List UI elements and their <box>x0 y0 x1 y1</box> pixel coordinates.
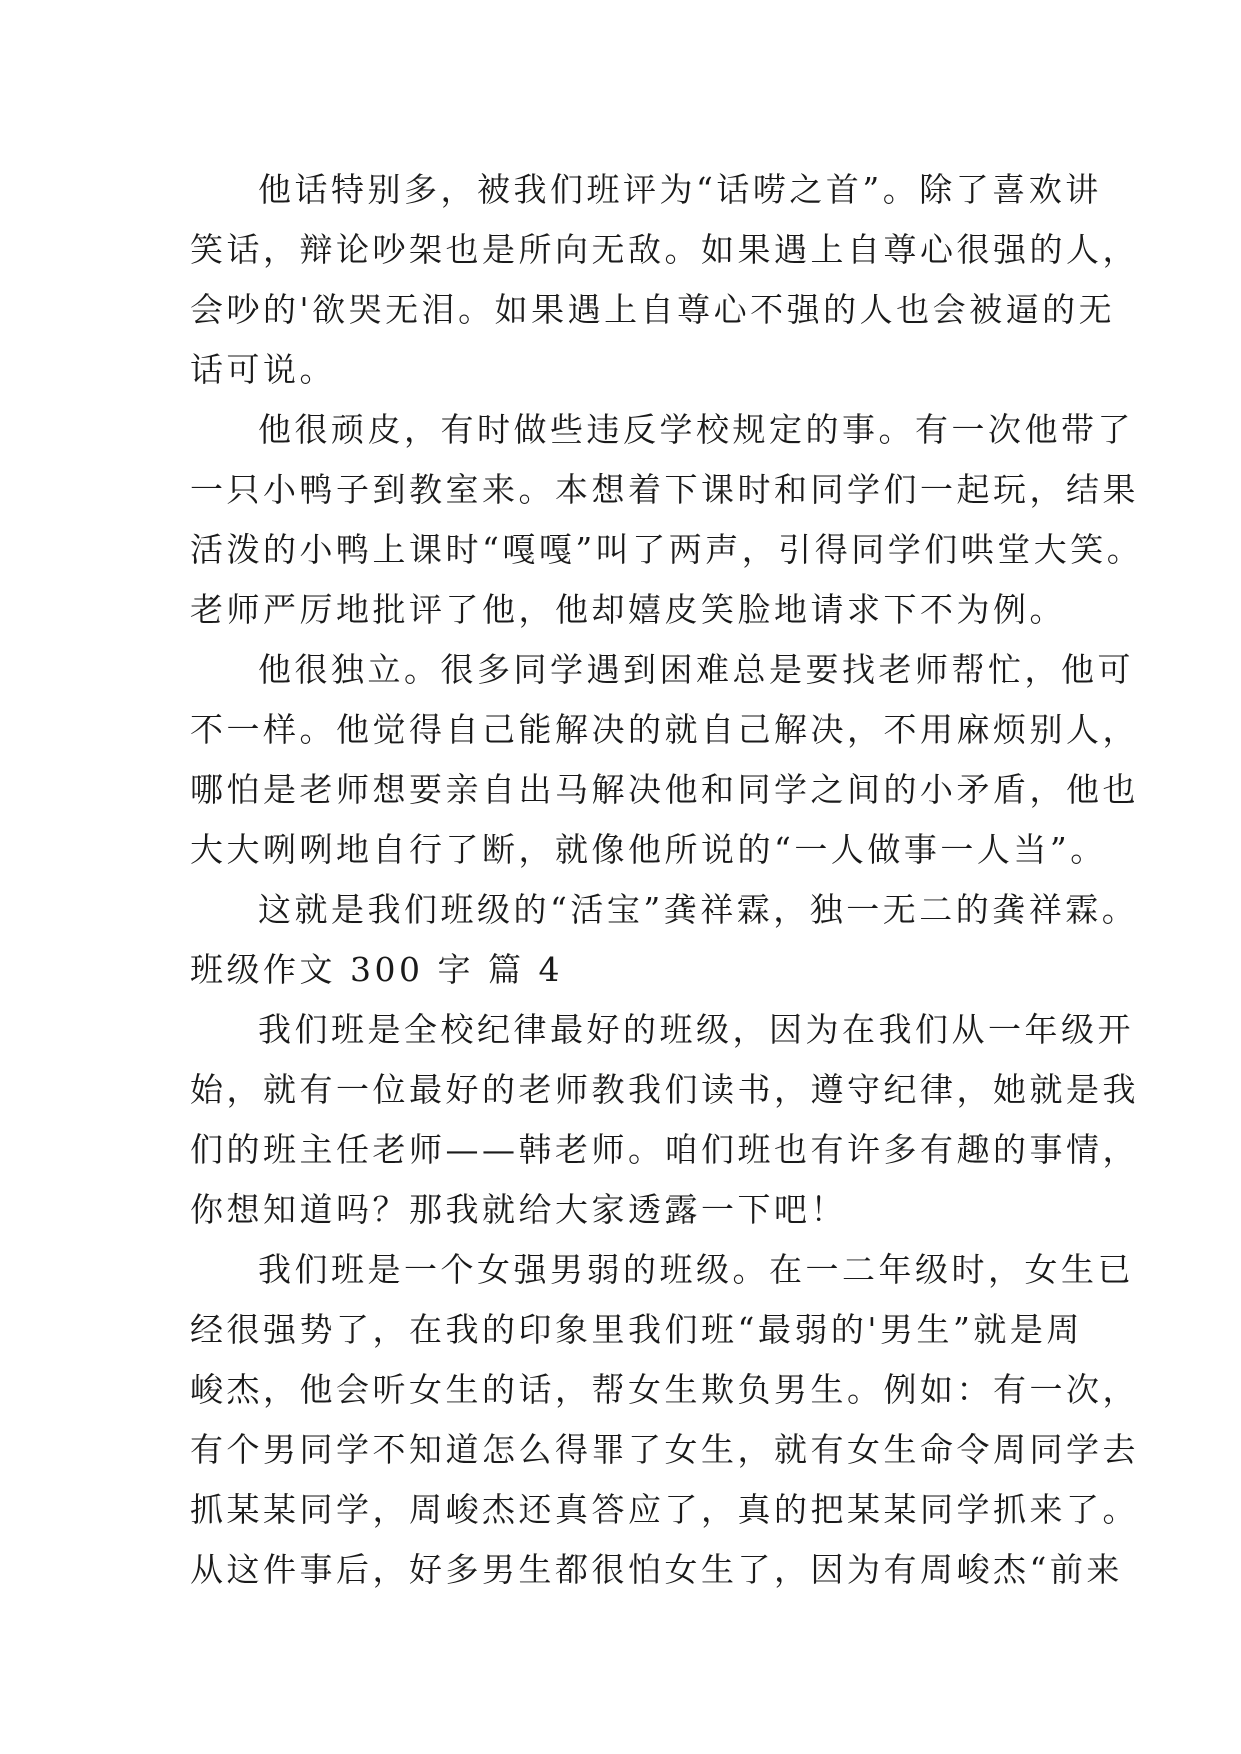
paragraph-line: 有个男同学不知道怎么得罪了女生，就有女生命令周同学去 <box>190 1430 1139 1469</box>
paragraph-line: 他很独立。很多同学遇到困难总是要找老师帮忙，他可 <box>258 650 1134 689</box>
paragraph-line: 这就是我们班级的“活宝”龚祥霖，独一无二的龚祥霖。 <box>258 890 1139 929</box>
paragraph-line: 一只小鸭子到教室来。本想着下课时和同学们一起玩，结果 <box>190 470 1139 509</box>
paragraph-line: 峻杰，他会听女生的话，帮女生欺负男生。例如：有一次， <box>190 1370 1139 1409</box>
paragraph-line: 他话特别多，被我们班评为“话唠之首”。除了喜欢讲 <box>258 170 1102 209</box>
paragraph-line: 笑话，辩论吵架也是所向无敌。如果遇上自尊心很强的人， <box>190 230 1139 269</box>
paragraph-line: 老师严厉地批评了他，他却嬉皮笑脸地请求下不为例。 <box>190 590 1066 629</box>
paragraph-line: 我们班是全校纪律最好的班级，因为在我们从一年级开 <box>258 1010 1134 1049</box>
paragraph-line: 大大咧咧地自行了断，就像他所说的“一人做事一人当”。 <box>190 830 1107 869</box>
paragraph-line: 话可说。 <box>190 350 336 389</box>
paragraph-line: 他很顽皮，有时做些违反学校规定的事。有一次他带了 <box>258 410 1134 449</box>
section-heading: 班级作文 300 字 篇 4 <box>190 950 563 989</box>
paragraph-line: 你想知道吗？那我就给大家透露一下吧！ <box>190 1190 847 1229</box>
paragraph-line: 我们班是一个女强男弱的班级。在一二年级时，女生已 <box>258 1250 1134 1289</box>
paragraph-line: 始，就有一位最好的老师教我们读书，遵守纪律，她就是我 <box>190 1070 1139 1109</box>
paragraph-line: 活泼的小鸭上课时“嘎嘎”叫了两声，引得同学们哄堂大笑。 <box>190 530 1144 569</box>
paragraph-line: 们的班主任老师——韩老师。咱们班也有许多有趣的事情， <box>190 1130 1139 1169</box>
paragraph-line: 不一样。他觉得自己能解决的就自己解决，不用麻烦别人， <box>190 710 1139 749</box>
document-body <box>190 160 1144 1600</box>
paragraph-line: 经很强势了，在我的印象里我们班“最弱的'男生”就是周 <box>190 1310 1083 1349</box>
paragraph-line: 抓某某同学，周峻杰还真答应了，真的把某某同学抓来了。 <box>190 1490 1139 1529</box>
paragraph-line: 从这件事后，好多男生都很怕女生了，因为有周峻杰“前来 <box>190 1550 1123 1589</box>
paragraph-line: 会吵的'欲哭无泪。如果遇上自尊心不强的人也会被逼的无 <box>190 290 1116 329</box>
paragraph-line: 哪怕是老师想要亲自出马解决他和同学之间的小矛盾，他也 <box>190 770 1139 809</box>
